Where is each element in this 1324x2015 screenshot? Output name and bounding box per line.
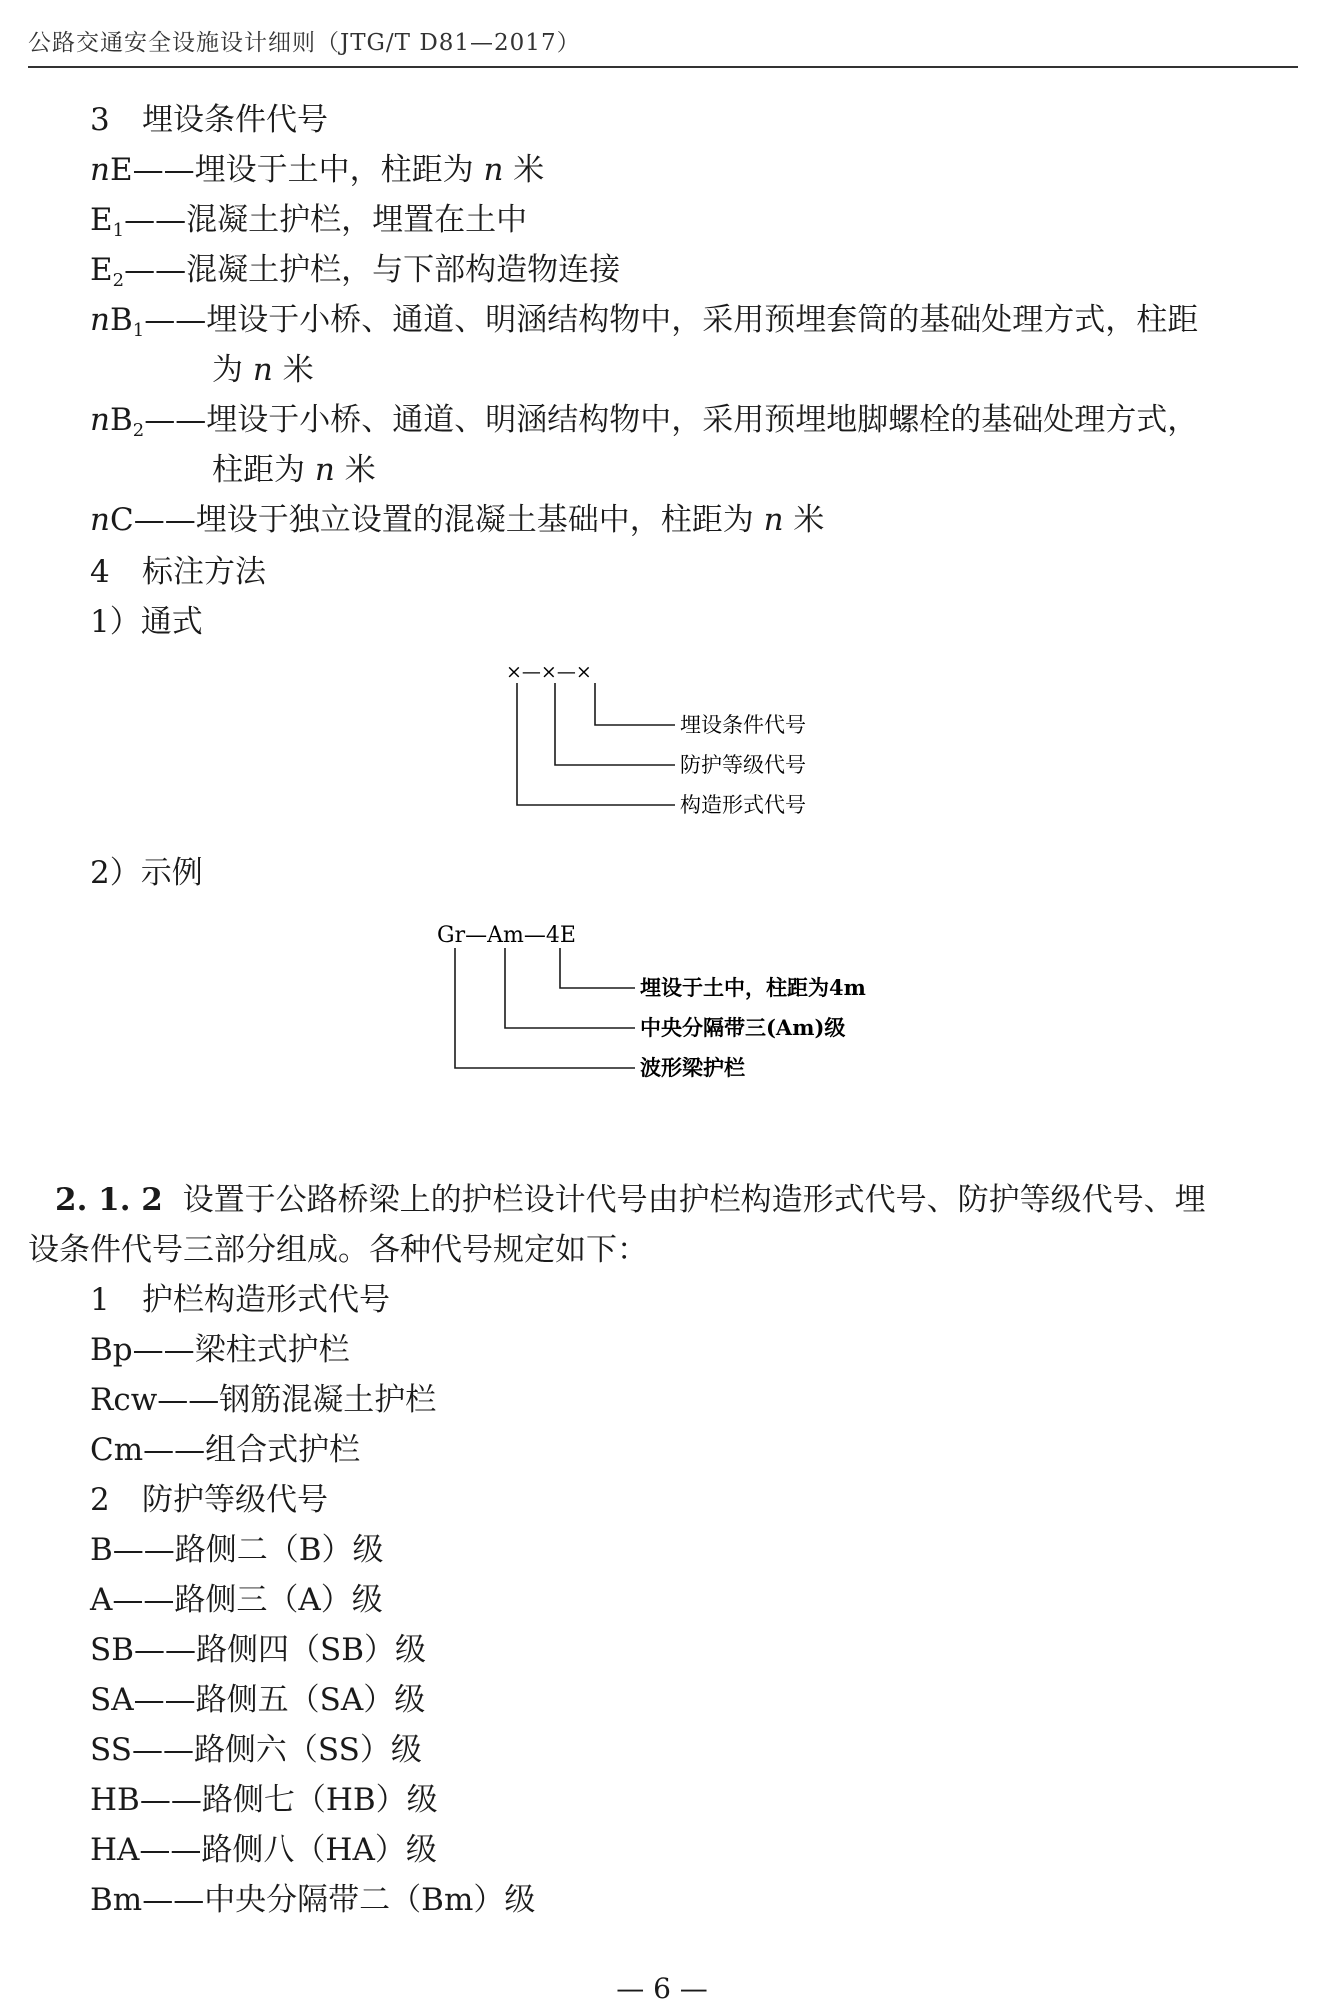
- clause-paragraph-line1: 2. 1. 2 设置于公路桥梁上的护栏设计代号由护栏构造形式代号、防护等级代号、埋: [55, 1182, 1206, 1218]
- general-formula-diagram: [500, 655, 840, 829]
- structure-code-item: Rcw——钢筋混凝土护栏: [90, 1382, 437, 1418]
- subheading-general-formula: 1）通式: [90, 604, 203, 640]
- code-item: $nB_1——$埋设于小桥、通道、明涵结构物中，采用预埋套筒的基础处理方式，柱距: [90, 302, 1199, 341]
- leader-example-structure: [455, 948, 635, 1068]
- structure-code-item: Bp——梁柱式护栏: [90, 1332, 350, 1368]
- structure-code-item: Cm——组合式护栏: [90, 1432, 361, 1468]
- protection-level-item: SB——路侧四（SB）级: [90, 1632, 427, 1668]
- code-item: nE——埋设于土中，柱距为 n 米: [90, 152, 545, 188]
- example-label-protection: 中央分隔带三(Am)级: [640, 1015, 846, 1040]
- section-heading-labeling-method: 4 标注方法: [90, 554, 266, 590]
- formula-label-burial: 埋设条件代号: [680, 713, 806, 737]
- subheading-example: 2）示例: [90, 855, 203, 891]
- example-label-structure: 波形梁护栏: [640, 1055, 745, 1080]
- example-label-burial: 埋设于土中，柱距为4m: [640, 975, 866, 1000]
- clause-paragraph-line2: 设条件代号三部分组成。各种代号规定如下：: [28, 1232, 648, 1268]
- clause-number: 2. 1. 2: [55, 1182, 163, 1218]
- protection-level-item: B——路侧二（B）级: [90, 1532, 384, 1568]
- running-header: 公路交通安全设施设计细则（JTG/T D81—2017）: [28, 30, 581, 56]
- code-item: $E_2——$混凝土护栏，与下部构造物连接: [90, 252, 621, 291]
- section-heading-protection-level: 2 防护等级代号: [90, 1482, 328, 1518]
- example-diagram: [435, 918, 905, 1092]
- code-item-continuation: 柱距为 n 米: [212, 452, 376, 488]
- formula-label-protection: 防护等级代号: [680, 753, 806, 777]
- code-item: nC——埋设于独立设置的混凝土基础中，柱距为 n 米: [90, 502, 825, 538]
- protection-level-item: A——路侧三（A）级: [90, 1582, 383, 1618]
- leader-structure: [517, 683, 675, 805]
- section-heading-structure-code: 1 护栏构造形式代号: [90, 1282, 390, 1318]
- leader-example-burial: [560, 948, 635, 988]
- section-heading-burial-condition: 3 埋设条件代号: [90, 102, 328, 138]
- protection-level-item: SS——路侧六（SS）级: [90, 1732, 422, 1768]
- protection-level-item: Bm——中央分隔带二（Bm）级: [90, 1882, 536, 1918]
- protection-level-item: SA——路侧五（SA）级: [90, 1682, 426, 1718]
- page-number: — 6 —: [616, 1972, 708, 2005]
- header-divider: [28, 66, 1298, 68]
- code-item: $E_1——$混凝土护栏，埋置在土中: [90, 202, 528, 241]
- protection-level-item: HB——路侧七（HB）级: [90, 1782, 438, 1818]
- protection-level-item: HA——路侧八（HA）级: [90, 1832, 437, 1868]
- leader-protection: [555, 683, 675, 765]
- example-top-text: Gr—Am—4E: [437, 923, 576, 948]
- code-item: $nB_2——$埋设于小桥、通道、明涵结构物中，采用预埋地脚螺栓的基础处理方式，: [90, 402, 1199, 441]
- formula-top-text: ×—×—×: [506, 661, 592, 683]
- code-item-continuation: 为 n 米: [212, 352, 314, 388]
- leader-burial: [595, 683, 675, 725]
- formula-label-structure: 构造形式代号: [680, 793, 806, 817]
